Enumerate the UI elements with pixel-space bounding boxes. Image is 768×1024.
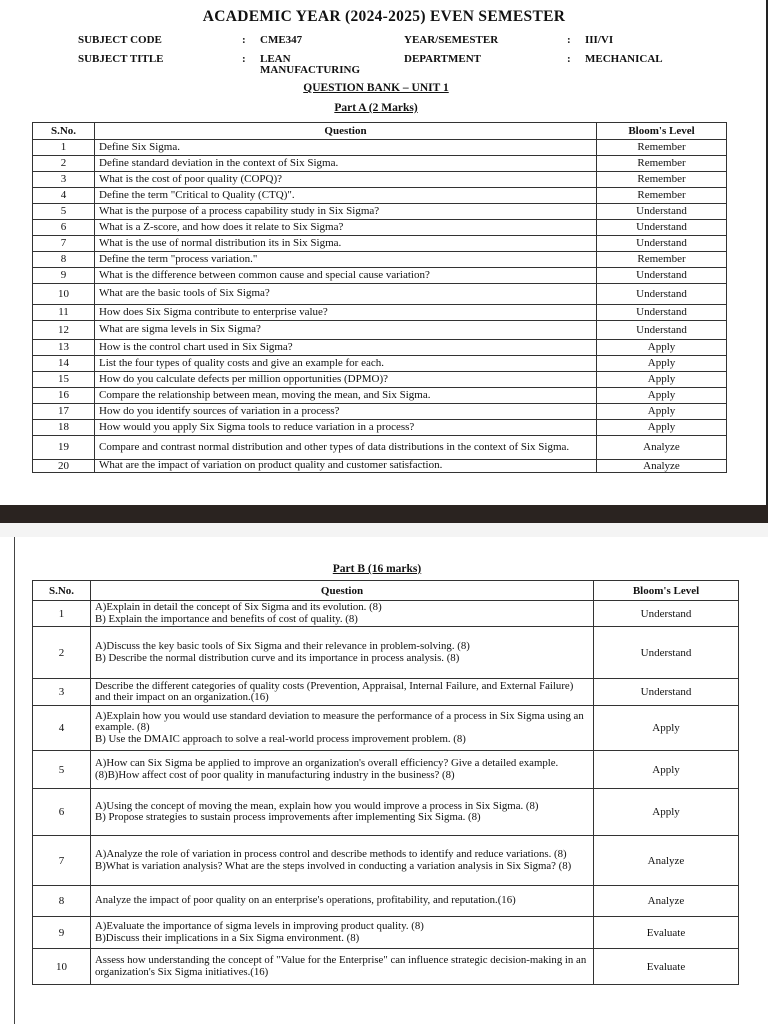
question-text: A)Evaluate the importance of sigma levels in improving product quality. (8) B)Discuss their implications in a Six Sigma environment. (8) <box>91 917 594 949</box>
row-number: 13 <box>33 339 95 355</box>
subject-title-label: SUBJECT TITLE <box>78 53 164 65</box>
part-b-header-row <box>33 581 739 601</box>
blooms-level: Apply <box>594 706 739 751</box>
table-row <box>33 706 739 751</box>
part-a-table <box>32 122 727 473</box>
blooms-level: Remember <box>597 187 727 203</box>
question-text: What is a Z-score, and how does it relate to Six Sigma? <box>95 219 597 235</box>
row-number: 1 <box>33 601 91 627</box>
subject-title-value-line1: LEAN <box>260 53 291 65</box>
blooms-level: Remember <box>597 251 727 267</box>
row-number: 7 <box>33 235 95 251</box>
table-row <box>33 459 727 472</box>
table-row <box>33 601 739 627</box>
row-number: 11 <box>33 304 95 320</box>
table-row <box>33 836 739 886</box>
subject-title-separator: : <box>242 53 246 65</box>
department-separator: : <box>567 53 571 65</box>
column-header-sno: S.No. <box>33 123 95 140</box>
question-text: How is the control chart used in Six Sigma? <box>95 339 597 355</box>
table-row <box>33 403 727 419</box>
row-number: 20 <box>33 459 95 472</box>
row-number: 18 <box>33 419 95 435</box>
blooms-level: Evaluate <box>594 949 739 985</box>
blooms-level: Understand <box>594 679 739 706</box>
row-number: 12 <box>33 320 95 339</box>
question-text: What are sigma levels in Six Sigma? <box>95 320 597 339</box>
part-b-table <box>32 580 739 985</box>
table-row <box>33 267 727 283</box>
department-label: DEPARTMENT <box>404 53 482 65</box>
question-text: Assess how understanding the concept of "Value for the Enterprise" can influence strategic decision-making in an organization's Six Sigma initiatives.(16) <box>91 949 594 985</box>
question-text: What is the use of normal distribution its in Six Sigma. <box>95 235 597 251</box>
blooms-level: Analyze <box>594 836 739 886</box>
row-number: 5 <box>33 751 91 789</box>
department-value: MECHANICAL <box>585 53 663 65</box>
blooms-level: Apply <box>597 419 727 435</box>
blooms-level: Remember <box>597 171 727 187</box>
table-row <box>33 789 739 836</box>
row-number: 4 <box>33 187 95 203</box>
row-number: 8 <box>33 251 95 267</box>
table-row <box>33 751 739 789</box>
blooms-level: Apply <box>594 751 739 789</box>
question-text: A)Discuss the key basic tools of Six Sigma and their relevance in problem-solving. (8) B) Describe the normal distribution curve and its importance in process analysis. (8) <box>91 627 594 679</box>
document-title: ACADEMIC YEAR (2024-2025) EVEN SEMESTER <box>202 8 566 25</box>
year-semester-value: III/VI <box>585 34 614 46</box>
row-number: 10 <box>33 949 91 985</box>
blooms-level: Apply <box>597 403 727 419</box>
table-row <box>33 283 727 304</box>
question-text: How do you identify sources of variation in a process? <box>95 403 597 419</box>
question-text: A)How can Six Sigma be applied to improve an organization's overall efficiency? Give a detailed example. (8)B)How affect cost of poor quality in manufacturing industry in the business? (8) <box>91 751 594 789</box>
table-row <box>33 387 727 403</box>
blooms-level: Apply <box>597 371 727 387</box>
row-number: 19 <box>33 435 95 459</box>
question-text: Compare the relationship between mean, moving the mean, and Six Sigma. <box>95 387 597 403</box>
question-text: Define the term "Critical to Quality (CTQ)". <box>95 187 597 203</box>
row-number: 16 <box>33 387 95 403</box>
blooms-level: Understand <box>597 235 727 251</box>
row-number: 3 <box>33 171 95 187</box>
question-text: A)Explain in detail the concept of Six Sigma and its evolution. (8) B) Explain the importance and benefits of cost of quality. (8) <box>91 601 594 627</box>
table-row <box>33 419 727 435</box>
blooms-level: Understand <box>597 267 727 283</box>
column-header-question: Question <box>91 581 594 601</box>
blooms-level: Understand <box>597 219 727 235</box>
blooms-level: Understand <box>597 304 727 320</box>
table-row <box>33 219 727 235</box>
question-text: What is the cost of poor quality (COPQ)? <box>95 171 597 187</box>
table-row <box>33 203 727 219</box>
page-divider <box>0 505 768 523</box>
blooms-level: Understand <box>597 203 727 219</box>
question-text: How would you apply Six Sigma tools to reduce variation in a process? <box>95 419 597 435</box>
subject-code-label: SUBJECT CODE <box>78 34 162 46</box>
blooms-level: Remember <box>597 155 727 171</box>
question-text: Compare and contrast normal distribution and other types of data distributions in the context of Six Sigma. <box>95 435 597 459</box>
question-bank-title: QUESTION BANK – UNIT 1 <box>303 82 449 94</box>
question-text: How do you calculate defects per million opportunities (DPMO)? <box>95 371 597 387</box>
table-row <box>33 251 727 267</box>
blooms-level: Analyze <box>594 886 739 917</box>
table-row <box>33 435 727 459</box>
year-semester-separator: : <box>567 34 571 46</box>
row-number: 7 <box>33 836 91 886</box>
column-header-question: Question <box>95 123 597 140</box>
row-number: 6 <box>33 219 95 235</box>
table-row <box>33 339 727 355</box>
table-row <box>33 320 727 339</box>
row-number: 9 <box>33 917 91 949</box>
part-b-title: Part B (16 marks) <box>332 563 422 575</box>
question-text: What are the impact of variation on product quality and customer satisfaction. <box>95 459 597 472</box>
blooms-level: Apply <box>597 387 727 403</box>
question-text: A)Explain how you would use standard deviation to measure the performance of a process in Six Sigma using an example. (8) B) Use the DMAIC approach to solve a real-world process improvement problem. (8) <box>91 706 594 751</box>
question-text: How does Six Sigma contribute to enterprise value? <box>95 304 597 320</box>
part-a-header-row <box>33 123 727 140</box>
row-number: 3 <box>33 679 91 706</box>
table-row <box>33 371 727 387</box>
blooms-level: Understand <box>594 627 739 679</box>
row-number: 2 <box>33 627 91 679</box>
page-gap <box>0 523 768 537</box>
table-row <box>33 886 739 917</box>
subject-title-value-line2: MANUFACTURING <box>260 64 361 76</box>
question-text: Describe the different categories of quality costs (Prevention, Appraisal, Internal Failure, and External Failure) and their impact on an organization.(16) <box>91 679 594 706</box>
year-semester-label: YEAR/SEMESTER <box>404 34 499 46</box>
row-number: 8 <box>33 886 91 917</box>
row-number: 9 <box>33 267 95 283</box>
question-text: Analyze the impact of poor quality on an enterprise's operations, profitability, and reputation.(16) <box>91 886 594 917</box>
question-text: What is the difference between common cause and special cause variation? <box>95 267 597 283</box>
table-row <box>33 155 727 171</box>
row-number: 14 <box>33 355 95 371</box>
question-text: What is the purpose of a process capability study in Six Sigma? <box>95 203 597 219</box>
column-header-blooms-level: Bloom's Level <box>597 123 727 140</box>
table-row <box>33 304 727 320</box>
subject-code-separator: : <box>242 34 246 46</box>
question-text: What are the basic tools of Six Sigma? <box>95 283 597 304</box>
subject-code-value: CME347 <box>260 34 303 46</box>
part-a-title: Part A (2 Marks) <box>334 102 418 114</box>
row-number: 1 <box>33 139 95 155</box>
table-row <box>33 949 739 985</box>
row-number: 2 <box>33 155 95 171</box>
blooms-level: Understand <box>594 601 739 627</box>
row-number: 15 <box>33 371 95 387</box>
row-number: 5 <box>33 203 95 219</box>
blooms-level: Remember <box>597 139 727 155</box>
blooms-level: Apply <box>597 339 727 355</box>
row-number: 6 <box>33 789 91 836</box>
blooms-level: Understand <box>597 320 727 339</box>
row-number: 17 <box>33 403 95 419</box>
question-text: A)Using the concept of moving the mean, explain how you would improve a process in Six Sigma. (8) B) Propose strategies to sustain process improvements after implementing Six Sigma. (8) <box>91 789 594 836</box>
question-text: List the four types of quality costs and give an example for each. <box>95 355 597 371</box>
table-row <box>33 917 739 949</box>
table-row <box>33 627 739 679</box>
blooms-level: Analyze <box>597 435 727 459</box>
question-text: Define Six Sigma. <box>95 139 597 155</box>
column-header-blooms-level: Bloom's Level <box>594 581 739 601</box>
question-text: Define standard deviation in the context of Six Sigma. <box>95 155 597 171</box>
table-row <box>33 355 727 371</box>
column-header-sno: S.No. <box>33 581 91 601</box>
table-row <box>33 235 727 251</box>
blooms-level: Apply <box>594 789 739 836</box>
blooms-level: Analyze <box>597 459 727 472</box>
page-one <box>0 0 768 505</box>
blooms-level: Understand <box>597 283 727 304</box>
table-row <box>33 139 727 155</box>
blooms-level: Apply <box>597 355 727 371</box>
blooms-level: Evaluate <box>594 917 739 949</box>
table-row <box>33 187 727 203</box>
question-text: A)Analyze the role of variation in process control and describe methods to identify and reduce variations. (8) B)What is variation analysis? What are the steps involved in conducting a variation analysis in Six Sigma? (8) <box>91 836 594 886</box>
table-row <box>33 679 739 706</box>
row-number: 4 <box>33 706 91 751</box>
table-row <box>33 171 727 187</box>
row-number: 10 <box>33 283 95 304</box>
question-text: Define the term "process variation." <box>95 251 597 267</box>
